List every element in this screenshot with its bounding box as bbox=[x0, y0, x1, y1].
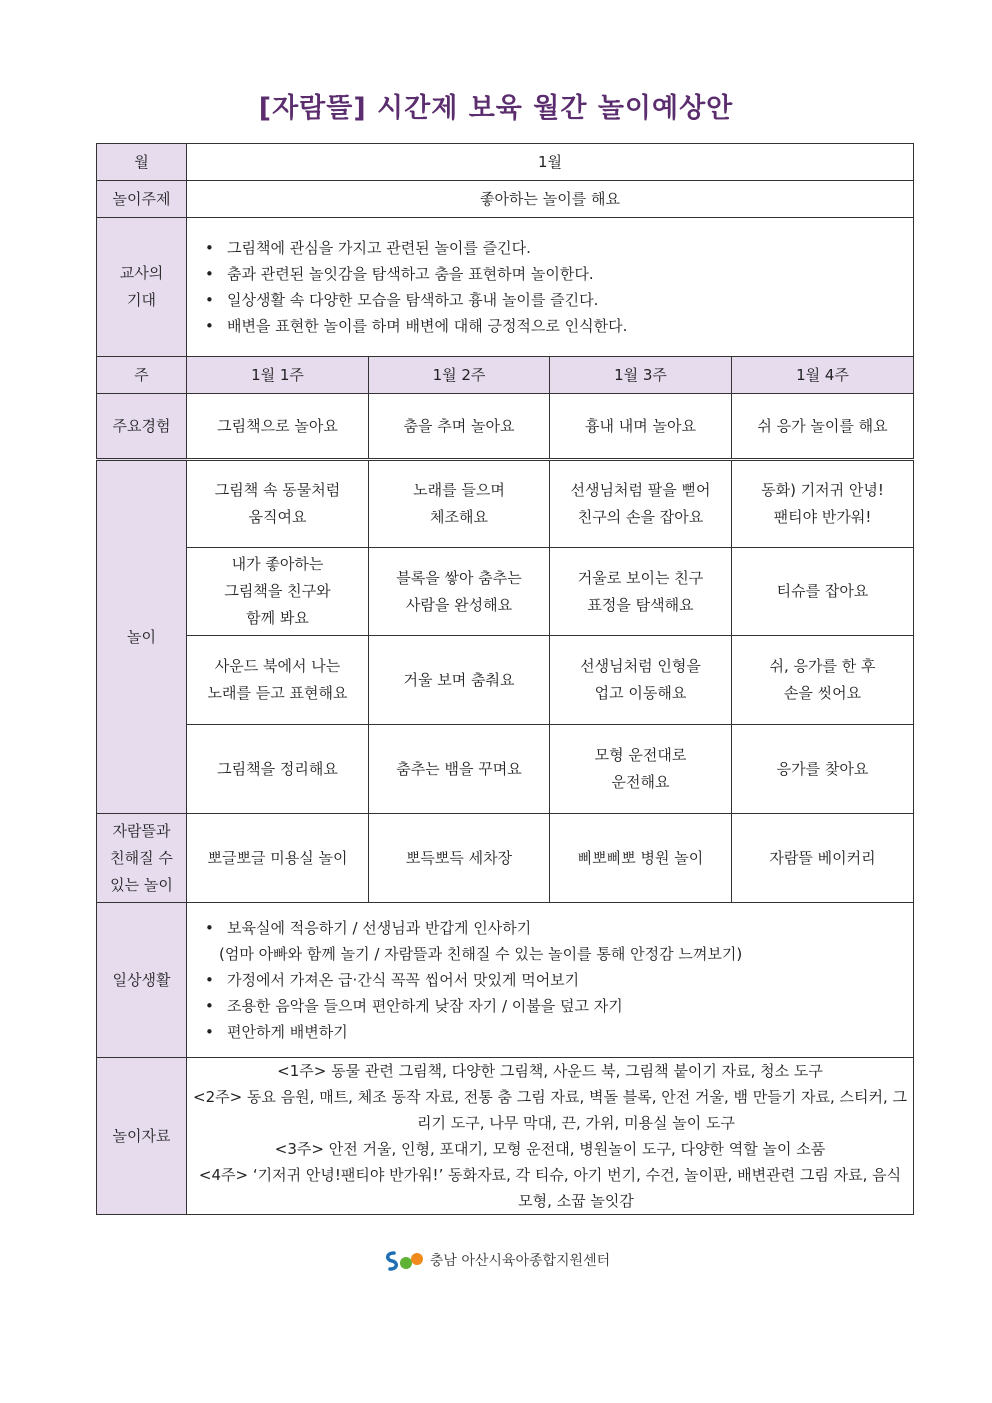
play-cell: 블록을 쌓아 춤추는 사람을 완성해요 bbox=[369, 548, 550, 636]
play-row bbox=[97, 460, 914, 548]
footer-text: 충남 아산시육아종합지원센터 bbox=[429, 1253, 611, 1269]
list-item: • 그림책에 관심을 가지고 관련된 놀이를 즐긴다. bbox=[201, 235, 907, 261]
materials-item: <3주> 안전 거울, 인형, 포대기, 모형 운전대, 병원놀이 도구, 다양한 역할 놀이 소품 bbox=[274, 1140, 826, 1158]
play-cell: 티슈를 잡아요 bbox=[732, 548, 914, 636]
week-header: 1월 1주 bbox=[187, 357, 369, 394]
jaramtteul-cell: 삐뽀삐뽀 병원 놀이 bbox=[550, 814, 732, 903]
experience-cell: 춤을 추며 놀아요 bbox=[369, 394, 550, 460]
daily-list bbox=[193, 915, 907, 941]
list-item: • 편안하게 배변하기 bbox=[201, 1019, 907, 1045]
jaramtteul-row bbox=[97, 814, 914, 903]
play-label: 놀이 bbox=[97, 460, 187, 814]
play-cell: 거울 보며 춤춰요 bbox=[369, 636, 550, 725]
play-cell: 춤추는 뱀을 꾸며요 bbox=[369, 725, 550, 814]
daily-sub-item: (엄마 아빠와 함께 놀기 / 자람뜰과 친해질 수 있는 놀이를 통해 안정감 느껴보기) bbox=[219, 945, 743, 963]
month-value: 1월 bbox=[187, 144, 914, 181]
list-item: • 춤과 관련된 놀잇감을 탐색하고 춤을 표현하며 놀이한다. bbox=[201, 261, 907, 287]
center-logo-icon bbox=[382, 1248, 426, 1274]
play-row bbox=[97, 636, 914, 725]
daily-row bbox=[97, 903, 914, 1058]
experience-label: 주요경험 bbox=[97, 394, 187, 460]
play-cell: 사운드 북에서 나는 노래를 듣고 표현해요 bbox=[187, 636, 369, 725]
jaramtteul-cell: 뽀득뽀득 세차장 bbox=[369, 814, 550, 903]
play-cell: 응가를 찾아요 bbox=[732, 725, 914, 814]
week-header: 1월 4주 bbox=[732, 357, 914, 394]
play-row bbox=[97, 548, 914, 636]
expectation-list bbox=[193, 235, 907, 339]
play-cell: 선생님처럼 팔을 뻗어 친구의 손을 잡아요 bbox=[550, 460, 732, 548]
month-label: 월 bbox=[97, 144, 187, 181]
play-cell: 동화) 기저귀 안녕! 팬티야 반가워! bbox=[732, 460, 914, 548]
play-cell: 거울로 보이는 친구 표정을 탐색해요 bbox=[550, 548, 732, 636]
list-item: • 보육실에 적응하기 / 선생님과 반갑게 인사하기 bbox=[201, 915, 907, 941]
materials-item: <1주> 동물 관련 그림책, 다양한 그림책, 사운드 북, 그림책 붙이기 자료, 청소 도구 bbox=[277, 1062, 823, 1080]
play-cell: 쉬, 응가를 한 후 손을 씻어요 bbox=[732, 636, 914, 725]
theme-label: 놀이주제 bbox=[97, 181, 187, 218]
materials-label: 놀이자료 bbox=[97, 1058, 187, 1215]
footer bbox=[0, 1248, 992, 1274]
materials-item: <4주> ‘기저귀 안녕!팬티야 반가워!’ 동화자료, 각 티슈, 아기 번기, 수건, 놀이판, 배변관련 그림 자료, 음식 모형, 소꿉 놀잇감 bbox=[198, 1166, 902, 1210]
daily-label: 일상생활 bbox=[97, 903, 187, 1058]
list-item: • 가정에서 가져온 급·간식 꼭꼭 씹어서 맛있게 먹어보기 bbox=[201, 967, 907, 993]
week-row bbox=[97, 357, 914, 394]
jaramtteul-label: 자람뜰과 친해질 수 있는 놀이 bbox=[97, 814, 187, 903]
theme-row bbox=[97, 181, 914, 218]
week-label: 주 bbox=[97, 357, 187, 394]
expectation-label: 교사의 기대 bbox=[97, 218, 187, 357]
experience-row bbox=[97, 394, 914, 460]
list-item: • 배변을 표현한 놀이를 하며 배변에 대해 긍정적으로 인식한다. bbox=[201, 313, 907, 339]
play-cell: 노래를 들으며 체조해요 bbox=[369, 460, 550, 548]
experience-cell: 흉내 내며 놀아요 bbox=[550, 394, 732, 460]
month-row bbox=[97, 144, 914, 181]
list-item: • 조용한 음악을 들으며 편안하게 낮잠 자기 / 이불을 덮고 자기 bbox=[201, 993, 907, 1019]
play-cell: 그림책을 정리해요 bbox=[187, 725, 369, 814]
play-cell: 내가 좋아하는 그림책을 친구와 함께 봐요 bbox=[187, 548, 369, 636]
page-title: [자람뜰] 시간제 보육 월간 놀이예상안 bbox=[258, 93, 734, 124]
materials-item: <2주> 동요 음원, 매트, 체조 동작 자료, 전통 춤 그림 자료, 벽돌 블록, 안전 거울, 뱀 만들기 자료, 스티커, 그리기 도구, 나무 막대, 끈, 가위, 미용실 놀이 도구 bbox=[193, 1088, 908, 1132]
plan-table bbox=[96, 143, 914, 1215]
jaramtteul-cell: 자람뜰 베이커리 bbox=[732, 814, 914, 903]
expectation-row bbox=[97, 218, 914, 357]
experience-cell: 쉬 응가 놀이를 해요 bbox=[732, 394, 914, 460]
experience-cell: 그림책으로 놀아요 bbox=[187, 394, 369, 460]
theme-value: 좋아하는 놀이를 해요 bbox=[187, 181, 914, 218]
play-row bbox=[97, 725, 914, 814]
week-header: 1월 3주 bbox=[550, 357, 732, 394]
week-header: 1월 2주 bbox=[369, 357, 550, 394]
jaramtteul-cell: 뽀글뽀글 미용실 놀이 bbox=[187, 814, 369, 903]
play-cell: 모형 운전대로 운전해요 bbox=[550, 725, 732, 814]
play-cell: 선생님처럼 인형을 업고 이동해요 bbox=[550, 636, 732, 725]
list-item: • 일상생활 속 다양한 모습을 탐색하고 흉내 놀이를 즐긴다. bbox=[201, 287, 907, 313]
materials-row bbox=[97, 1058, 914, 1215]
play-cell: 그림책 속 동물처럼 움직여요 bbox=[187, 460, 369, 548]
